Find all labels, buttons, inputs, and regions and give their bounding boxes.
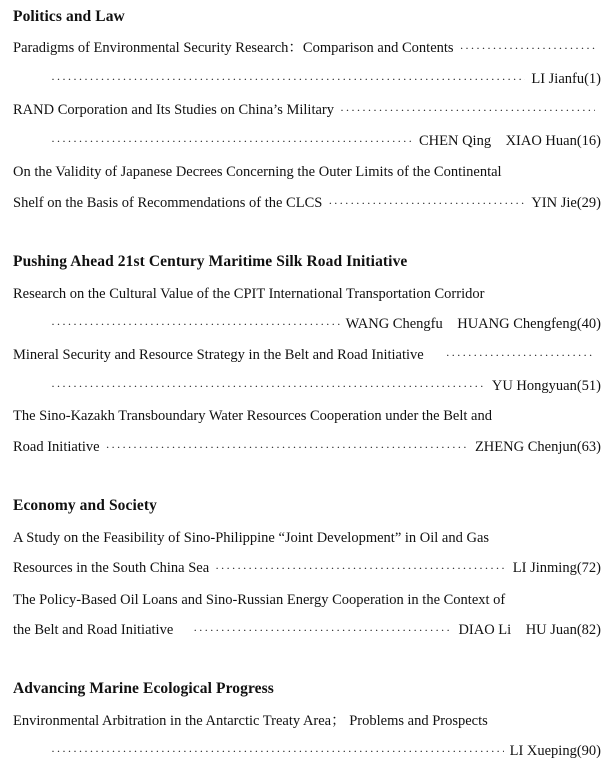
entry-author-page: YU Hongyuan(51) [491, 378, 601, 394]
entry-title: Paradigms of Environmental Security Research：Comparison and Contents [13, 40, 454, 56]
leader-dots [51, 313, 340, 335]
leader-dots [51, 130, 413, 152]
entry-title: A Study on the Feasibility of Sino-Philippine “Joint Development” in Oil and Gas [13, 530, 490, 546]
leader-dots [460, 37, 595, 59]
entry-author-page: CHEN Qing XIAO Huan(16) [418, 133, 601, 149]
entry-author-page: ZHENG Chenjun(63) [474, 439, 601, 455]
entry-author-page: YIN Jie(29) [531, 195, 601, 211]
toc-entry-title-line [13, 527, 601, 549]
entry-title: The Sino-Kazakh Transboundary Water Resources Cooperation under the Belt and [13, 408, 492, 424]
toc-entry-title-line [13, 710, 601, 732]
toc-entry-author-line [13, 436, 601, 458]
toc-entry-author-line [13, 192, 601, 214]
toc-entry-author-line [13, 740, 601, 762]
toc-entry-title-line [13, 405, 601, 427]
toc-entry-title-line [13, 99, 601, 121]
entry-title: RAND Corporation and Its Studies on China’s Military [13, 102, 334, 118]
toc-entry-title-line [13, 283, 601, 305]
entry-title: On the Validity of Japanese Decrees Concerning the Outer Limits of the Continental [13, 164, 502, 180]
toc-entry-author-line [13, 313, 601, 335]
leader-dots [215, 557, 507, 579]
entry-title-continued: the Belt and Road Initiative [13, 622, 174, 638]
entry-author-page: LI Jianfu(1) [531, 71, 601, 87]
leader-dots [446, 344, 595, 366]
leader-dots [340, 99, 595, 121]
toc-entry-author-line [13, 130, 601, 152]
leader-dots [51, 740, 504, 762]
entry-title: Research on the Cultural Value of the CPIT International Transportation Corridor [13, 286, 485, 302]
section-heading: Economy and Society [13, 497, 157, 514]
leader-dots [106, 436, 469, 458]
toc-entry-title-line [13, 161, 601, 183]
toc-entry-author-line [13, 557, 601, 579]
entry-author-page: DIAO Li HU Juan(82) [458, 622, 601, 638]
entry-author-page: LI Jinming(72) [512, 560, 601, 576]
entry-title: The Policy-Based Oil Loans and Sino-Russian Energy Cooperation in the Context of [13, 592, 506, 608]
toc-entry-author-line [13, 619, 601, 641]
leader-dots [51, 375, 486, 397]
entry-author-page: WANG Chengfu HUANG Chengfeng(40) [345, 316, 601, 332]
entry-author-page: LI Xueping(90) [509, 743, 601, 759]
leader-dots [328, 192, 525, 214]
leader-dots [51, 68, 525, 90]
entry-title: Mineral Security and Resource Strategy in the Belt and Road Initiative [13, 347, 424, 363]
toc-entry-title-line [13, 37, 601, 59]
section-heading: Advancing Marine Ecological Progress [13, 680, 274, 697]
toc-entry-title-line [13, 344, 601, 366]
entry-title-continued: Road Initiative [13, 439, 100, 455]
section-heading: Pushing Ahead 21st Century Maritime Silk Road Initiative [13, 253, 408, 270]
leader-dots [193, 619, 452, 641]
entry-title: Environmental Arbitration in the Antarctic Treaty Area； Problems and Prospects [13, 713, 488, 729]
toc-entry-author-line [13, 375, 601, 397]
entry-title-continued: Shelf on the Basis of Recommendations of the CLCS [13, 195, 323, 211]
entry-title-continued: Resources in the South China Sea [13, 560, 210, 576]
section-heading: Politics and Law [13, 8, 125, 25]
toc-entry-author-line [13, 68, 601, 90]
toc-entry-title-line [13, 589, 601, 611]
